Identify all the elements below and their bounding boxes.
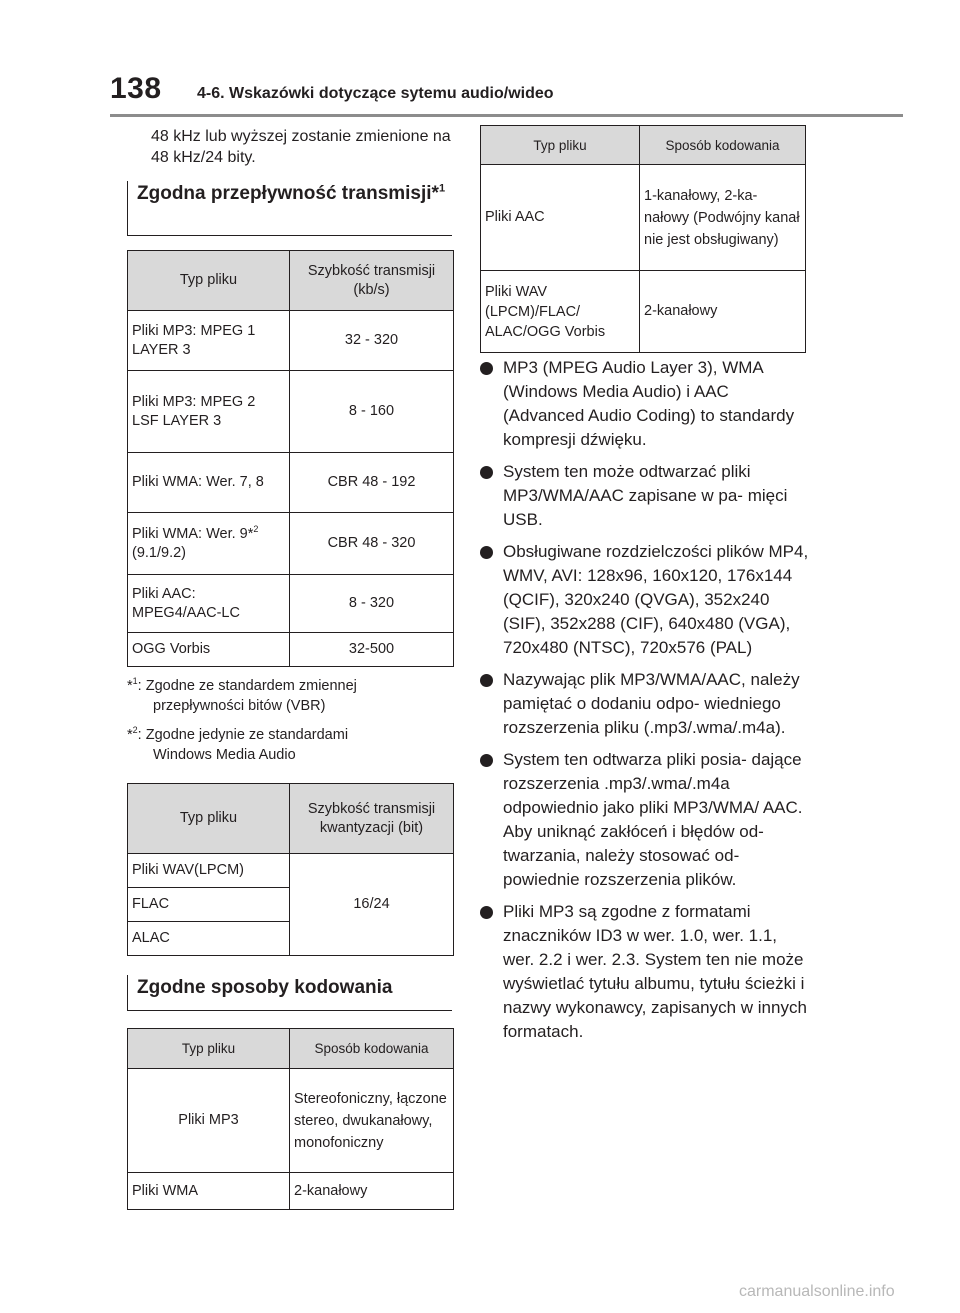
column-header: Szybkość transmisji (kb/s) [290,251,454,311]
footnote-mark: *$^2$ [127,725,138,743]
bullet-text: System ten może odtwarzać pliki MP3/WMA/AAC zapisane w pa- mięci USB. [503,462,788,529]
table-row [481,271,806,353]
footnote-mark: *$^1$ [127,676,138,694]
encoding-cell: 2-kanałowy [290,1173,454,1210]
column-header: Szybkość transmisji kwantyzacji (bit) [290,784,454,854]
column-header: Sposób kodowania [290,1029,454,1069]
table-row [128,633,454,667]
encoding-cell: Stereofoniczny, łączone stereo, dwukanałowy, monofoniczny [290,1069,454,1173]
bitrate-section-title [127,181,452,236]
list-item [480,900,810,1044]
footnote-1 [127,676,457,716]
footnote-ref: 2 [253,523,259,534]
footnote-2 [127,725,457,765]
bullet-text: Nazywając plik MP3/WMA/AAC, należy pamiętać o dodaniu odpo- wiedniego rozszerzenia pliku (.mp3/.wma/.m4a). [503,670,800,737]
column-header: Typ pliku [128,1029,290,1069]
file-type-cell: Pliki AAC: MPEG4/AAC-LC [128,575,290,633]
table-header-row [128,251,454,311]
bullet-icon [480,362,493,375]
encoding-table-continued [480,125,806,353]
list-item [480,668,810,740]
file-type-cell: OGG Vorbis [128,633,290,667]
list-item [480,356,810,452]
bullet-icon [480,906,493,919]
table-header-row [128,784,454,854]
column-header: Typ pliku [481,126,640,165]
encoding-cell: 1-kanałowy, 2-ka- nałowy (Podwójny kanał nie jest obsługiwany) [640,165,806,271]
file-type-cell: Pliki WMA [128,1173,290,1210]
bitrate-section-title-text: Zgodna przepływność transmisji* [137,183,439,204]
page-number: 138 [110,72,162,105]
header-title: 4-6. Wskazówki dotyczące sytemu audio/wideo [197,85,554,102]
table-row [128,854,454,888]
file-type-cell: Pliki MP3: MPEG 2 LSF LAYER 3 [128,371,290,453]
encoding-table [127,1028,454,1210]
bitrate-cell: 32 - 320 [290,311,454,371]
column-header: Sposób kodowania [640,126,806,165]
bullet-text: MP3 (MPEG Audio Layer 3), WMA (Windows Media Audio) i AAC (Advanced Audio Coding) to standardy kompresji dźwięku. [503,358,795,449]
quantization-cell: 16/24 [290,854,454,956]
bitrate-section-title-sup: 1 [438,182,446,195]
table-row [128,575,454,633]
bitrate-cell: 32-500 [290,633,454,667]
list-item [480,460,810,532]
info-bullet-list [480,356,810,1052]
bullet-icon [480,466,493,479]
file-type-cell: Pliki WAV (LPCM)/FLAC/ ALAC/OGG Vorbis [481,271,640,353]
list-item [480,540,810,660]
file-type-cell: ALAC [128,922,290,956]
table-header-row [481,126,806,165]
column-header: Typ pliku [128,251,290,311]
file-type-cell: Pliki MP3 [128,1069,290,1173]
table-row [128,1173,454,1210]
file-type-text: (9.1/9.2) [132,544,186,561]
footnote-text: : Zgodne jedynie ze standardami [137,727,349,743]
bullet-icon [480,546,493,559]
table-row [128,371,454,453]
table-row [128,513,454,575]
encoding-section-title: Zgodne sposoby kodowania [127,975,452,1011]
bullet-icon [480,674,493,687]
file-type-cell [128,513,290,575]
bullet-text: Pliki MP3 są zgodne z formatami znaczników ID3 w wer. 1.0, wer. 1.1, wer. 2.2 i wer. 2.3. System ten nie może wyświetlać tytułu albumu, tytułu ścieżki i nazwy wykonawcy, zapisanych w innych formatach. [503,902,807,1041]
bitrate-cell: CBR 48 - 192 [290,453,454,513]
column-header: Typ pliku [128,784,290,854]
intro-text: 48 kHz lub wyższej zostanie zmienione na 48 kHz/24 bity. [151,128,451,166]
table-row [481,165,806,271]
table-row [128,311,454,371]
list-item [480,748,810,892]
footnote-text: : Zgodne ze standardem zmiennej [137,678,357,694]
bitrate-cell: CBR 48 - 320 [290,513,454,575]
file-type-cell: Pliki MP3: MPEG 1 LAYER 3 [128,311,290,371]
bullet-text: Obsługiwane rozdzielczości plików MP4, WMV, AVI: 128x96, 160x120, 176x144 (QCIF), 320x240 (QVGA), 352x240 (SIF), 352x288 (CIF), 640x480 (VGA), 720x480 (NTSC), 720x576 (PAL) [503,542,809,657]
table-header-row [128,1029,454,1069]
bitrate-cell: 8 - 160 [290,371,454,453]
footnote-text-cont: Windows Media Audio [153,747,296,763]
bullet-text: System ten odtwarza pliki posia- dające rozszerzenia .mp3/.wma/.m4a odpowiednio jako pliki MP3/WMA/ AAC. Aby uniknąć zakłóceń i błędów od- twarzania, należy stosować od- powiednie rozszerzenia plików. [503,750,803,889]
file-type-cell: Pliki AAC [481,165,640,271]
quantization-table [127,783,454,956]
file-type-cell: Pliki WAV(LPCM) [128,854,290,888]
header-divider [110,114,903,117]
table-row [128,453,454,513]
file-type-cell: Pliki WMA: Wer. 7, 8 [128,453,290,513]
file-type-text: Pliki WMA: Wer. 9* [132,525,254,542]
watermark: carmanualsonline.info [739,1283,895,1300]
table-row [128,1069,454,1173]
encoding-cell: 2-kanałowy [640,271,806,353]
footnote-text-cont: przepływności bitów (VBR) [153,698,326,714]
bitrate-table [127,250,454,667]
file-type-cell: FLAC [128,888,290,922]
bullet-icon [480,754,493,767]
bitrate-cell: 8 - 320 [290,575,454,633]
